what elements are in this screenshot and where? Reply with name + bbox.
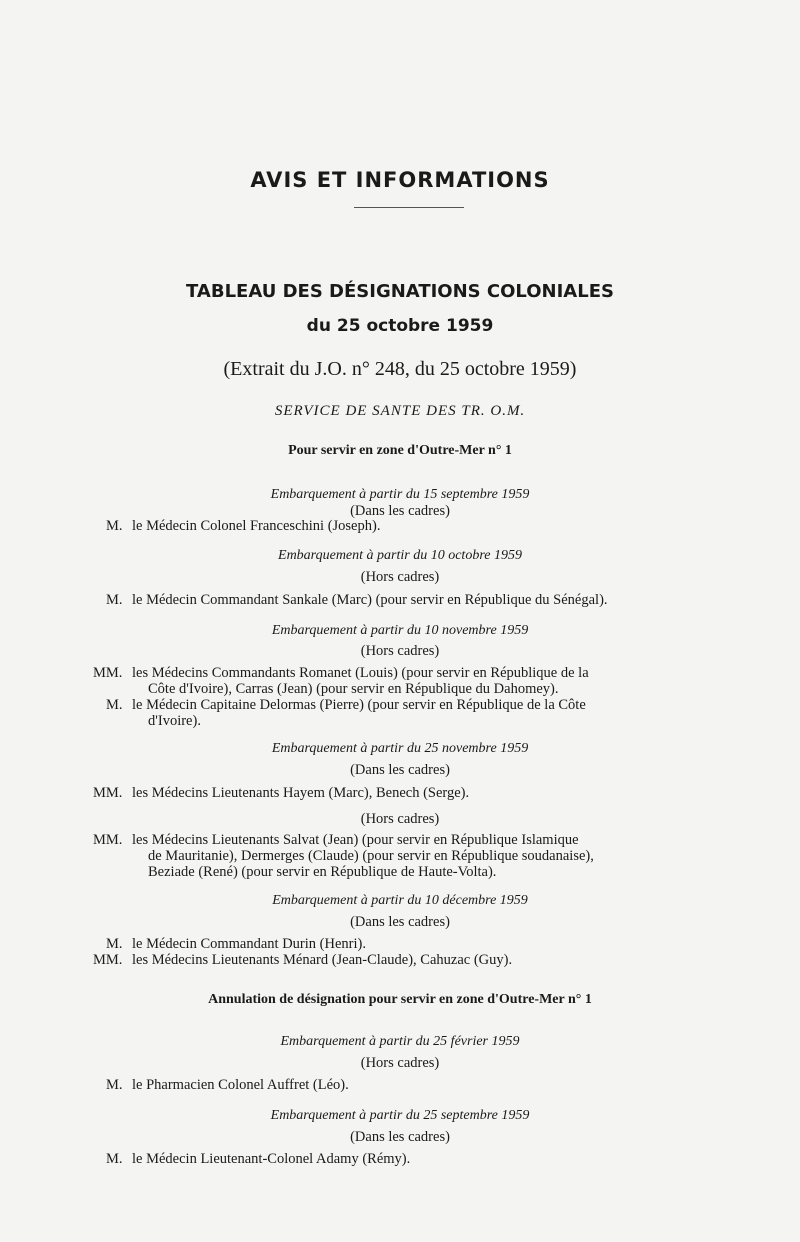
designation-line: les Médecins Lieutenants Salvat (Jean) (pour servir en République Islamique — [132, 832, 579, 848]
line-prefix: MM. — [93, 952, 123, 968]
cadre-status: (Hors cadres) — [360, 569, 440, 585]
embarkation-date: Embarquement à partir du 25 février 1959 — [280, 1034, 520, 1049]
service-heading: SERVICE DE SANTE DES TR. O.M. — [274, 403, 526, 419]
line-prefix: M. — [106, 1151, 123, 1167]
designation-line: d'Ivoire). — [148, 713, 201, 729]
embarkation-date: Embarquement à partir du 25 novembre 1959 — [271, 741, 529, 756]
zone-heading: Pour servir en zone d'Outre-Mer n° 1 — [288, 443, 512, 458]
table-date: du 25 octobre 1959 — [306, 316, 494, 336]
embarkation-date: Embarquement à partir du 10 octobre 1959 — [278, 548, 522, 563]
designation-line: le Pharmacien Colonel Auffret (Léo). — [132, 1077, 349, 1093]
embarkation-date: Embarquement à partir du 25 septembre 1959 — [270, 1108, 530, 1123]
designation-line: Beziade (René) (pour servir en République de Haute-Volta). — [148, 864, 497, 880]
line-prefix: MM. — [93, 785, 123, 801]
designation-line: les Médecins Lieutenants Hayem (Marc), Benech (Serge). — [132, 785, 470, 801]
line-prefix: MM. — [93, 832, 123, 848]
designation-line: le Médecin Capitaine Delormas (Pierre) (pour servir en République de la Côte — [132, 697, 586, 713]
embarkation-date: Embarquement à partir du 15 septembre 1959 — [270, 487, 530, 502]
designation-line: le Médecin Commandant Sankale (Marc) (pour servir en République du Sénégal). — [132, 592, 608, 608]
cadre-status: (Hors cadres) — [360, 1055, 440, 1071]
embarkation-date: Embarquement à partir du 10 novembre 1959 — [271, 623, 529, 638]
line-prefix: M. — [106, 697, 123, 713]
cadre-status: (Dans les cadres) — [350, 503, 450, 519]
journal-extract: (Extrait du J.O. n° 248, du 25 octobre 1959) — [223, 358, 577, 380]
designation-line: Côte d'Ivoire), Carras (Jean) (pour servir en République du Dahomey). — [148, 681, 559, 697]
cadre-status: (Hors cadres) — [360, 643, 440, 659]
cadre-status: (Dans les cadres) — [350, 914, 450, 930]
table-title: TABLEAU DES DÉSIGNATIONS COLONIALES — [186, 281, 614, 302]
line-prefix: M. — [106, 592, 123, 608]
annulation-heading: Annulation de désignation pour servir en zone d'Outre-Mer n° 1 — [208, 992, 592, 1007]
designation-line: le Médecin Lieutenant-Colonel Adamy (Rémy). — [132, 1151, 411, 1167]
designation-line: de Mauritanie), Dermerges (Claude) (pour servir en République soudanaise), — [148, 848, 594, 864]
designation-line: les Médecins Commandants Romanet (Louis) (pour servir en République de la — [132, 665, 589, 681]
line-prefix: MM. — [93, 665, 123, 681]
line-prefix: M. — [106, 936, 123, 952]
designation-line: le Médecin Commandant Durin (Henri). — [132, 936, 366, 952]
title-divider — [354, 207, 464, 208]
line-prefix: M. — [106, 518, 123, 534]
line-prefix: M. — [106, 1077, 123, 1093]
designation-line: les Médecins Lieutenants Ménard (Jean-Claude), Cahuzac (Guy). — [132, 952, 513, 968]
designation-line: le Médecin Colonel Franceschini (Joseph). — [132, 518, 381, 534]
embarkation-date: Embarquement à partir du 10 décembre 1959 — [272, 893, 528, 908]
cadre-status: (Dans les cadres) — [350, 1129, 450, 1145]
cadre-status: (Hors cadres) — [360, 811, 440, 827]
page-title: AVIS ET INFORMATIONS — [250, 168, 550, 192]
cadre-status: (Dans les cadres) — [350, 762, 450, 778]
